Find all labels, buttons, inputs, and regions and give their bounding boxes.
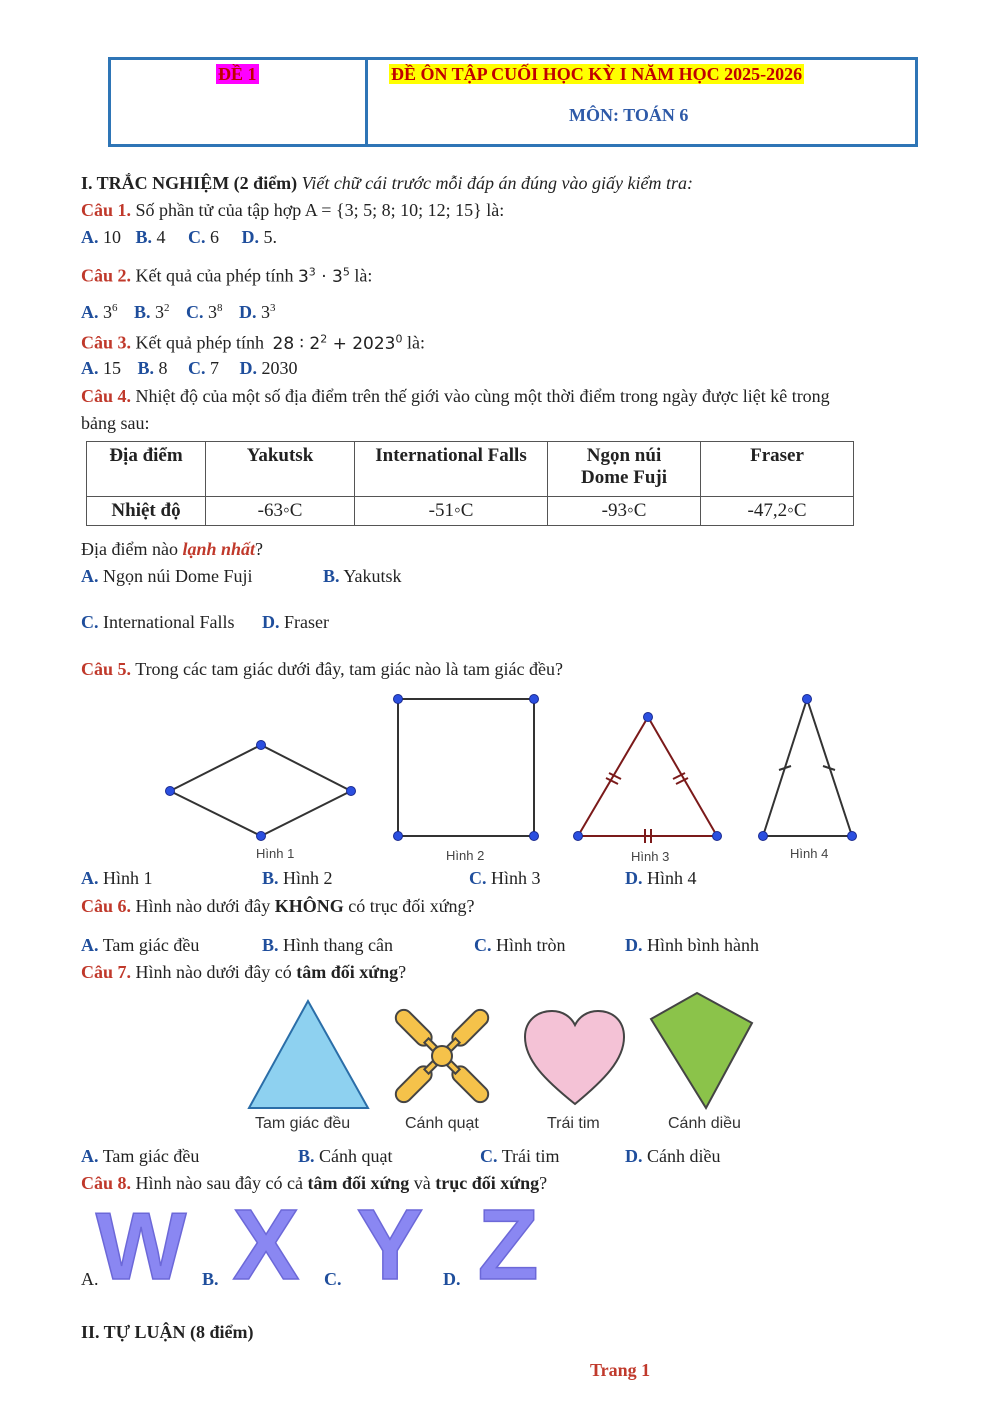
q7-label: Câu 7. [81, 962, 132, 982]
figure-1-rhombus [170, 745, 351, 836]
table-header-cell: International Falls [355, 442, 548, 497]
q2-opt-b-letter: B. [134, 302, 151, 322]
table-header-cell: Yakutsk [206, 442, 355, 497]
q6-opt-a-text: Tam giác đều [102, 935, 200, 955]
q3-opt-b-letter: B. [137, 358, 155, 378]
letter-z-figure: Z [477, 1200, 539, 1285]
q7-option-a [81, 1146, 199, 1167]
q5-text: Trong các tam giác dưới đây, tam giác nào là tam giác đều? [135, 659, 563, 679]
q7-option-d [625, 1146, 721, 1167]
q4-opt-b-letter: B. [323, 566, 340, 586]
q4-opt-c-text: International Falls [103, 612, 235, 632]
q8-text-bold1: tâm đối xứng [307, 1173, 410, 1193]
question-2 [81, 265, 372, 287]
table-header-col4-line1: Ngọn núi [586, 445, 662, 466]
fan-label: Cánh quạt [405, 1115, 479, 1132]
q2-opt-c-exp: 8 [217, 302, 223, 314]
q2-opt-d-base: 3 [261, 302, 271, 322]
q4-option-b [323, 566, 402, 587]
q6-opt-d-text: Hình bình hành [647, 935, 759, 955]
q2-exp2: 5 [342, 265, 350, 278]
q2-exp1: 3 [308, 265, 316, 278]
q8-opt-b-letter: B. [202, 1269, 219, 1289]
table-cell: Nhiệt độ [87, 497, 206, 526]
q1-opt-c-letter: C. [188, 227, 206, 247]
q2-opt-a-base: 3 [103, 302, 112, 322]
part2-heading: II. TỰ LUẬN (8 điểm) [81, 1322, 254, 1342]
heart-figure [525, 1011, 624, 1104]
q2-opt-a-letter: A. [81, 302, 99, 322]
q8-text-before: Hình nào sau đây có cả [135, 1173, 303, 1193]
q1-opt-a-letter: A. [81, 227, 99, 247]
q8-text-after: ? [539, 1173, 548, 1193]
q5-label: Câu 5. [81, 659, 132, 679]
q3-expression [273, 334, 403, 354]
figure-2-square [398, 699, 534, 836]
q4-label: Câu 4. [81, 386, 132, 406]
q1-opt-b-text: 4 [156, 227, 166, 247]
q6-option-a [81, 935, 199, 956]
q6-opt-a-letter: A. [81, 935, 99, 955]
q3-expr-a-exp: 2 [320, 332, 328, 345]
kite-label: Cánh diều [668, 1115, 741, 1132]
q2-opt-c-letter: C. [186, 302, 204, 322]
q1-opt-c-text: 6 [210, 227, 220, 247]
q3-text: Kết quả phép tính [135, 332, 264, 353]
q6-opt-b-letter: B. [262, 935, 279, 955]
q5-opt-c-text: Hình 3 [491, 868, 541, 888]
q4-opt-a-text: Ngọn núi Dome Fuji [103, 566, 253, 586]
header-divider [365, 60, 368, 144]
table-header-col4-line2: Dome Fuji [580, 467, 667, 488]
table-header-cell: Fraser [701, 442, 854, 497]
q6-opt-b-text: Hình thang cân [283, 935, 393, 955]
table-header-cell: Địa điểm [87, 442, 206, 497]
q8-opt-a-letter: A. [81, 1269, 99, 1289]
q2-text: Kết quả của phép tính [135, 265, 294, 286]
exam-title-text: ĐỀ ÔN TẬP CUỐI HỌC KỲ I NĂM HỌC 2025-2026 [391, 64, 803, 84]
q2-opt-c-base: 3 [208, 302, 218, 322]
figure-3-label: Hình 3 [631, 849, 670, 864]
table-header-row [87, 442, 854, 497]
figure-3-triangle [578, 717, 717, 836]
q2-opt-d-exp: 3 [270, 302, 276, 314]
q5-opt-d-letter: D. [625, 868, 643, 888]
q3-text-after: là: [407, 332, 426, 353]
kite-figure [651, 993, 752, 1108]
q2-op: · [315, 266, 333, 287]
q8-opt-d-letter: D. [443, 1269, 461, 1289]
question-8 [81, 1173, 547, 1194]
part1-instruction: Viết chữ cái trước mỗi đáp án đúng vào giấy kiểm tra: [301, 173, 693, 193]
q4-opt-d-text: Fraser [284, 612, 329, 632]
q4-text-line1: Nhiệt độ của một số địa điểm trên thế giới vào cùng một thời điểm trong ngày được liệt kê trong [135, 386, 830, 406]
q4-option-d [262, 612, 329, 633]
q3-expr-b: + 2023 [327, 333, 396, 354]
q6-option-d [625, 935, 759, 956]
q8-text-bold2: trục đối xứng [435, 1173, 540, 1193]
q1-opt-a-text: 10 [103, 227, 121, 247]
q1-options [81, 227, 277, 248]
q1-opt-b-letter: B. [135, 227, 153, 247]
q2-opt-d-letter: D. [239, 302, 257, 322]
q4-text-line2: bảng sau: [81, 413, 150, 433]
q2-options [81, 302, 276, 323]
q5-opt-b-letter: B. [262, 868, 279, 888]
exam-code [216, 64, 259, 85]
question-5 [81, 659, 563, 680]
q4-opt-d-letter: D. [262, 612, 280, 632]
figure-4-label: Hình 4 [790, 846, 829, 861]
q3-label: Câu 3. [81, 332, 132, 353]
q6-opt-d-letter: D. [625, 935, 643, 955]
q4-opt-b-text: Yakutsk [343, 566, 402, 586]
exam-header [108, 57, 918, 147]
q4-option-c [81, 612, 234, 633]
q6-label: Câu 6. [81, 896, 132, 916]
q3-opt-b-text: 8 [158, 358, 168, 378]
q8-opt-c-letter: C. [324, 1269, 342, 1289]
figure-1-label: Hình 1 [256, 846, 295, 861]
q7-opt-c-letter: C. [480, 1146, 498, 1166]
table-header-cell [548, 442, 701, 497]
q4-opt-c-letter: C. [81, 612, 99, 632]
q7-opt-d-letter: D. [625, 1146, 643, 1166]
q8-text-mid: và [413, 1173, 431, 1193]
q7-option-b [298, 1146, 393, 1167]
q1-text: Số phần tử của tập hợp A = {3; 5; 8; 10; 12; 15} là: [135, 200, 505, 220]
temperature-table [86, 441, 854, 526]
q2-base2: 3 [332, 266, 343, 287]
q5-opt-d-text: Hình 4 [647, 868, 697, 888]
q4-opt-a-letter: A. [81, 566, 99, 586]
part1-heading [81, 173, 693, 194]
q3-opt-c-text: 7 [210, 358, 220, 378]
q6-opt-c-letter: C. [474, 935, 492, 955]
heart-label: Trái tim [547, 1115, 600, 1132]
letter-w-figure: W [95, 1200, 187, 1285]
q3-opt-a-text: 15 [103, 358, 121, 378]
q4-question-emph: lạnh nhất [182, 539, 256, 559]
question-6 [81, 896, 475, 917]
table-cell: -93◦C [548, 497, 701, 526]
q1-opt-d-letter: D. [241, 227, 260, 247]
equilateral-triangle-label: Tam giác đều [255, 1115, 351, 1132]
q7-opt-a-text: Tam giác đều [102, 1146, 200, 1166]
q3-opt-d-letter: D. [239, 358, 258, 378]
q2-opt-b-exp: 2 [164, 302, 170, 314]
q4-question [81, 539, 263, 560]
q7-text-after: ? [398, 962, 407, 982]
q2-base1: 3 [297, 266, 309, 287]
q7-opt-a-letter: A. [81, 1146, 99, 1166]
q6-text-before: Hình nào dưới đây [135, 896, 271, 916]
q7-option-c [480, 1146, 560, 1167]
question-1 [81, 200, 504, 221]
question-4 [81, 386, 830, 407]
part1-title: I. TRẮC NGHIỆM (2 điểm) [81, 173, 298, 193]
q7-figures [0, 985, 1000, 1110]
exam-code-label: ĐỀ 1 [218, 64, 257, 84]
figure-4-triangle [763, 699, 852, 836]
letter-x-figure: X [232, 1200, 300, 1285]
equilateral-triangle-figure [249, 1001, 368, 1108]
exam-title [389, 64, 804, 85]
q4-question-after: ? [255, 539, 264, 559]
q6-option-b [262, 935, 393, 956]
q4-option-a [81, 566, 253, 587]
page-number: Trang 1 [590, 1360, 651, 1380]
q5-opt-a-letter: A. [81, 868, 99, 888]
q3-opt-a-letter: A. [81, 358, 99, 378]
q5-figures [0, 680, 1000, 860]
q5-option-a [81, 868, 153, 889]
table-cell: -47,2◦C [701, 497, 854, 526]
q2-text-after: là: [354, 265, 373, 286]
q5-opt-a-text: Hình 1 [103, 868, 153, 888]
q2-opt-a-exp: 6 [112, 302, 118, 314]
q5-option-b [262, 868, 333, 889]
q7-opt-d-text: Cánh diều [647, 1146, 721, 1166]
q7-opt-b-letter: B. [298, 1146, 315, 1166]
q4-question-before: Địa điểm nào [81, 539, 178, 559]
q7-text-before: Hình nào dưới đây có [135, 962, 292, 982]
q3-options [81, 358, 298, 379]
q1-label: Câu 1. [81, 200, 132, 220]
q8-label: Câu 8. [81, 1173, 132, 1193]
table-cell: -51◦C [355, 497, 548, 526]
q3-expr-b-exp: 0 [395, 332, 403, 345]
q6-opt-c-text: Hình tròn [496, 935, 566, 955]
q2-expression [298, 267, 350, 287]
letter-y-figure: Y [356, 1200, 424, 1285]
q3-opt-d-text: 2030 [261, 358, 298, 378]
q6-option-c [474, 935, 566, 956]
q7-opt-b-text: Cánh quạt [319, 1146, 393, 1166]
q2-label: Câu 2. [81, 265, 132, 286]
q5-option-c [469, 868, 541, 889]
figure-2-label: Hình 2 [446, 848, 485, 863]
table-row [87, 497, 854, 526]
q3-opt-c-letter: C. [188, 358, 206, 378]
q7-text-bold: tâm đối xứng [296, 962, 399, 982]
q2-opt-b-base: 3 [155, 302, 165, 322]
exam-subject: MÔN: TOÁN 6 [569, 105, 689, 125]
q5-opt-c-letter: C. [469, 868, 487, 888]
q1-opt-d-text: 5. [263, 227, 278, 247]
q5-opt-b-text: Hình 2 [283, 868, 333, 888]
q8-letter-figures [0, 1200, 1000, 1285]
q5-option-d [625, 868, 697, 889]
question-3 [81, 332, 425, 354]
question-7 [81, 962, 406, 983]
q3-expr-a: 28 ∶ 2 [272, 333, 321, 354]
q6-text-after: có trục đối xứng? [348, 896, 475, 916]
q7-opt-c-text: Trái tim [501, 1146, 560, 1166]
fan-figure [393, 1007, 492, 1106]
table-cell: -63◦C [206, 497, 355, 526]
q6-text-bold: KHÔNG [274, 896, 344, 916]
